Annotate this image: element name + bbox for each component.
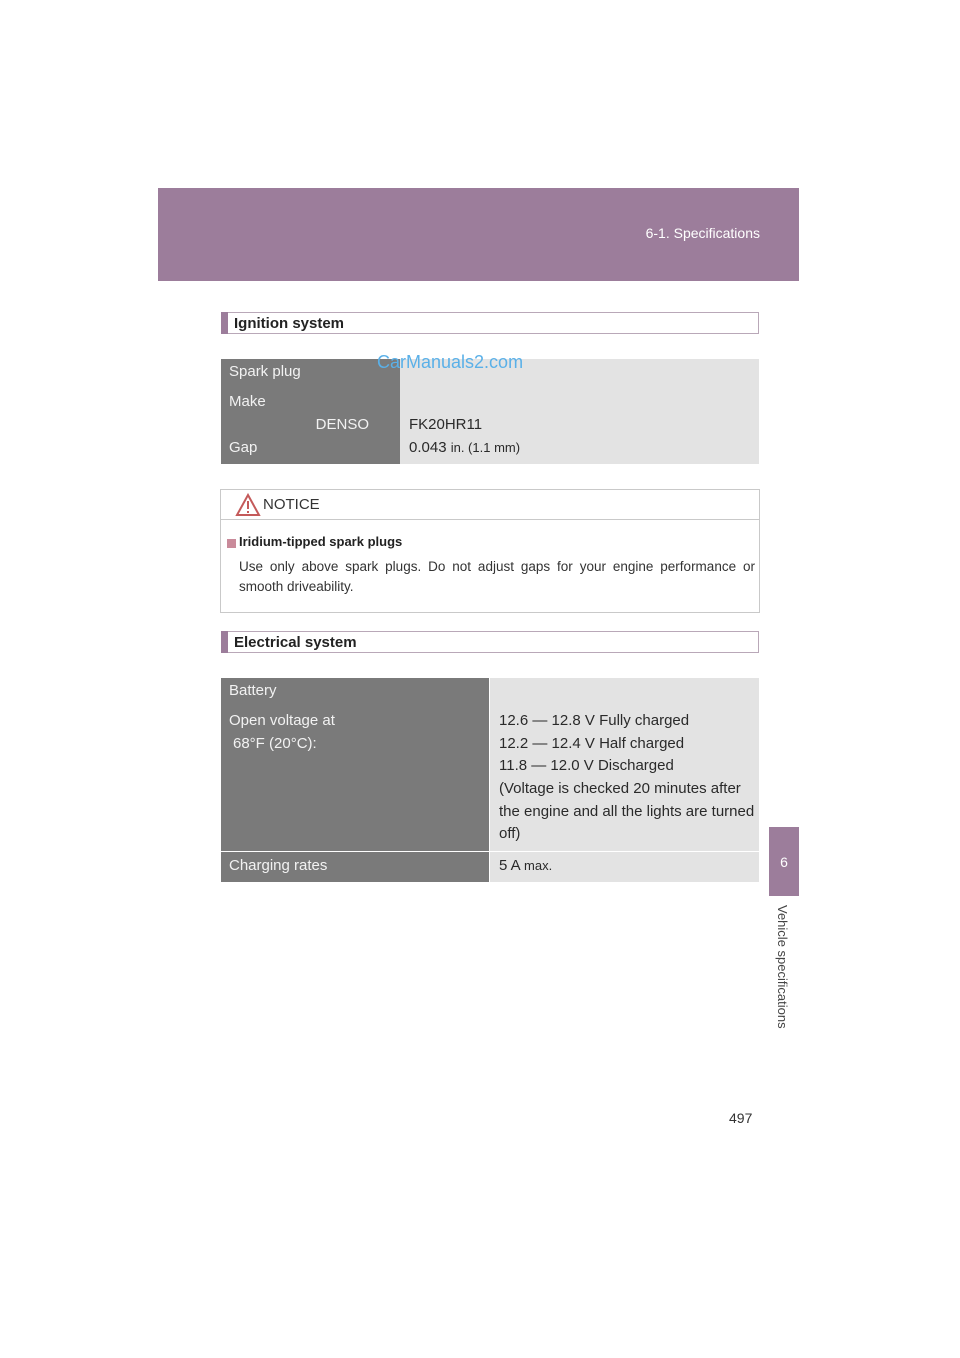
gap-value-number: 0.043 (409, 439, 447, 456)
charging-value-unit: max. (524, 858, 553, 873)
notice-box (220, 489, 760, 613)
battery-label-cell (221, 678, 489, 851)
heading-accent-bar (221, 312, 228, 334)
notice-header (221, 490, 759, 520)
ignition-heading (221, 312, 759, 334)
chapter-label (773, 905, 793, 1045)
charging-value-cell (490, 852, 759, 882)
chapter-number: 6 (780, 854, 788, 870)
chapter-tab[interactable] (769, 827, 799, 896)
ignition-table (221, 359, 759, 464)
gap-value-unit: in. (1.1 mm) (450, 440, 521, 455)
ignition-label-cell (221, 359, 400, 464)
voltage-note-line2: the engine and all the lights are turned (499, 803, 755, 820)
gap-value (409, 439, 520, 456)
electrical-heading (221, 631, 759, 653)
make-label: Make (229, 393, 266, 410)
notice-subheading: Iridium-tipped spark plugs (239, 534, 403, 549)
charging-rates-label: Charging rates (229, 857, 328, 874)
page-number: 497 (729, 1110, 753, 1126)
ignition-value-cell (400, 359, 759, 464)
electrical-heading-text: Electrical system (234, 634, 357, 651)
make-value: DENSO (315, 416, 369, 433)
spark-plug-model: FK20HR11 (409, 416, 483, 433)
watermark: CarManuals2.com (377, 352, 524, 372)
chapter-header (158, 188, 799, 281)
gap-label: Gap (229, 439, 258, 456)
charging-value-number: 5 A (499, 857, 520, 874)
charging-rates-value (499, 857, 552, 874)
notice-body: Use only above spark plugs. Do not adjust gaps for your engine performance or smooth driveability. (239, 559, 755, 594)
voltage-fully-charged: 12.6 — 12.8 V Fully charged (499, 712, 690, 729)
open-voltage-label: Open voltage at (229, 712, 335, 729)
section-title: 6-1. Specifications (645, 225, 760, 241)
battery-value-cell (490, 678, 759, 851)
notice-title: NOTICE (263, 496, 320, 513)
ignition-heading-text: Ignition system (234, 315, 345, 332)
heading-accent-bar (221, 631, 228, 653)
warning-triangle-icon (235, 493, 261, 517)
electrical-table (221, 678, 759, 882)
spark-plug-label: Spark plug (229, 363, 301, 380)
voltage-note-line1: (Voltage is checked 20 minutes after (499, 780, 741, 797)
charging-label-cell (221, 852, 489, 882)
open-voltage-temp: 68°F (20°C): (233, 735, 317, 752)
voltage-half-charged: 12.2 — 12.4 V Half charged (499, 735, 685, 752)
chapter-label-text: Vehicle specifications (775, 905, 790, 1029)
voltage-discharged: 11.8 — 12.0 V Discharged (499, 757, 674, 774)
voltage-note-line3: off) (499, 825, 521, 842)
battery-label: Battery (229, 682, 277, 699)
bullet-square (227, 539, 236, 548)
